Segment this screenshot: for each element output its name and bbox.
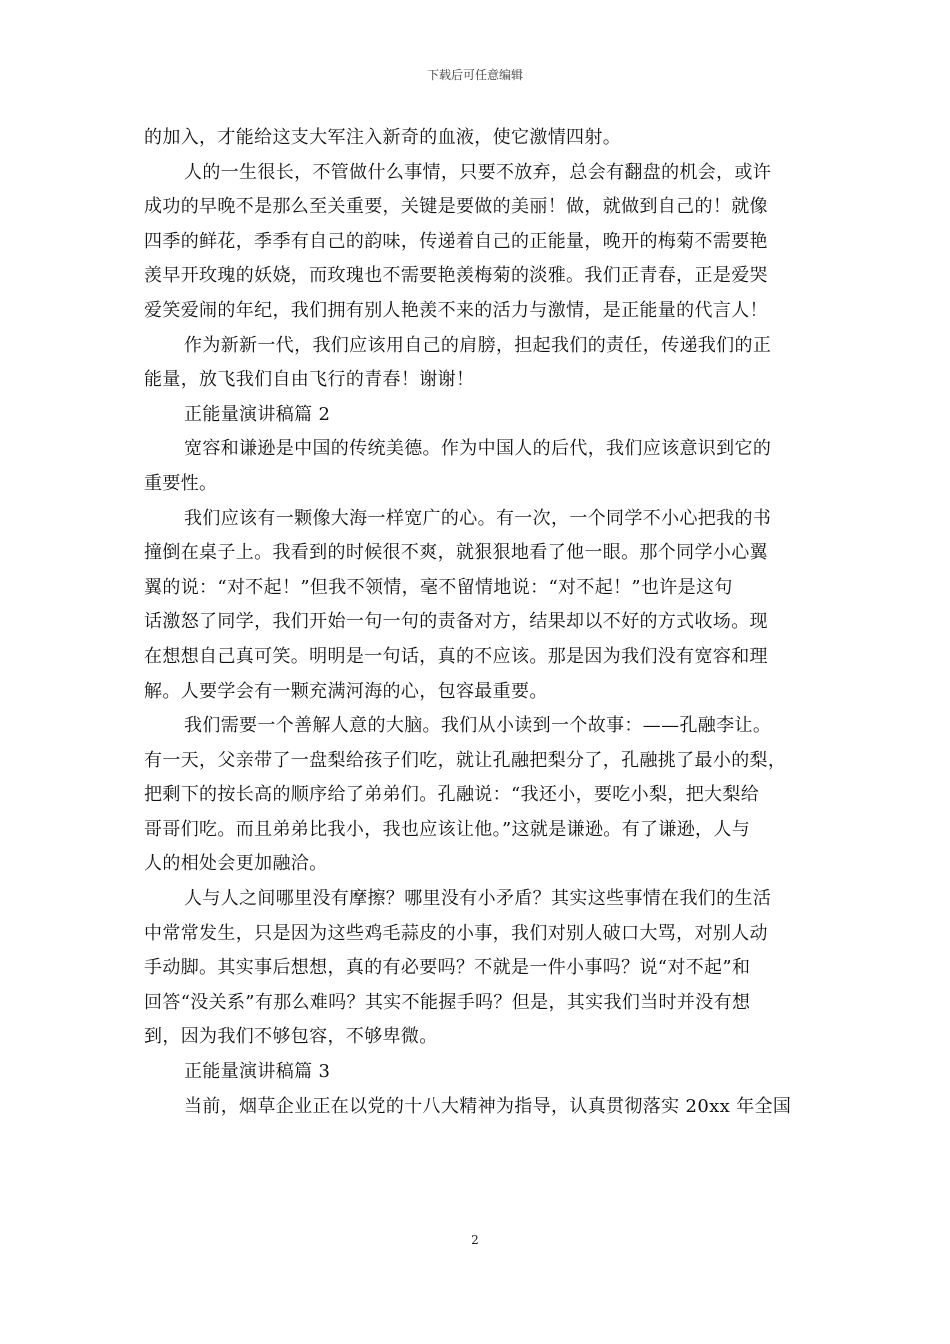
text-line: 人与人之间哪里没有摩擦？哪里没有小矛盾？其实这些事情在我们的生活 bbox=[184, 888, 772, 910]
text-line: 成功的早晚不是那么至关重要，关键是要做的美丽！做，就做到自己的！就像 bbox=[144, 196, 768, 218]
text-line: 四季的鲜花，季季有自己的韵味，传递着自己的正能量，晚开的梅菊不需要艳 bbox=[144, 230, 768, 252]
text-line: 回答“没关系”有那么难吗？其实不能握手吗？但是，其实我们当时并没有想 bbox=[144, 991, 751, 1013]
text-line: 到，因为我们不够包容，不够卑微。 bbox=[144, 1026, 438, 1048]
text-line: 解。人要学会有一颗充满河海的心，包容最重要。 bbox=[144, 680, 548, 702]
text-line: 爱笑爱闹的年纪，我们拥有别人艳羡不来的活力与激情，是正能量的代言人！ bbox=[144, 299, 768, 321]
text-line: 宽容和谦逊是中国的传统美德。作为中国人的后代，我们应该意识到它的 bbox=[184, 438, 772, 460]
text-line: 我们需要一个善解人意的大脑。我们从小读到一个故事：——孔融李让。 bbox=[184, 715, 772, 737]
text-line: 翼的说：“对不起！”但我不领情，毫不留情地说：“对不起！”也许是这句 bbox=[144, 576, 733, 598]
text-line: 当前，烟草企业正在以党的十八大精神为指导，认真贯彻落实 20xx 年全国 bbox=[184, 1095, 792, 1117]
text-line: 羡早开玫瑰的妖娆，而玫瑰也不需要艳羡梅菊的淡雅。我们正青春，正是爱哭 bbox=[144, 265, 768, 287]
text-line: 我们应该有一颗像大海一样宽广的心。有一次，一个同学不小心把我的书 bbox=[184, 507, 772, 529]
text-line: 正能量演讲稿篇 3 bbox=[184, 1061, 331, 1083]
text-line: 话激怒了同学，我们开始一句一句的责备对方，结果却以不好的方式收场。现 bbox=[144, 611, 768, 633]
text-line: 的加入，才能给这支大军注入新奇的血液，使它激情四射。 bbox=[144, 127, 622, 148]
text-line: 把剩下的按长高的顺序给了弟弟们。孔融说：“我还小，要吃小梨，把大梨给 bbox=[144, 784, 760, 806]
text-line: 在想想自己真可笑。明明是一句话，真的不应该。那是因为我们没有宽容和理 bbox=[144, 645, 768, 667]
text-line: 人的一生很长，不管做什么事情，只要不放弃，总会有翻盘的机会，或许 bbox=[184, 161, 772, 183]
text-line: 作为新新一代，我们应该用自己的肩膀，担起我们的责任，传递我们的正 bbox=[184, 334, 772, 356]
page-header: 下载后可任意编辑 bbox=[426, 68, 523, 82]
text-line: 能量，放飞我们自由飞行的青春！谢谢！ bbox=[144, 369, 475, 391]
text-line: 中常常发生，只是因为这些鸡毛蒜皮的小事，我们对别人破口大骂，对别人动 bbox=[144, 922, 768, 944]
text-line: 重要性。 bbox=[144, 472, 218, 494]
text-line: 人的相处会更加融洽。 bbox=[144, 853, 328, 875]
text-line: 撞倒在桌子上。我看到的时候很不爽，就狠狠地看了他一眼。那个同学小心翼 bbox=[144, 542, 768, 564]
page-number: 2 bbox=[471, 1233, 479, 1247]
text-line: 有一天，父亲带了一盘梨给孩子们吃，就让孔融把梨分了，孔融挑了最小的梨， bbox=[144, 749, 787, 771]
text-line: 正能量演讲稿篇 2 bbox=[184, 403, 331, 425]
document-body bbox=[144, 121, 807, 1124]
text-line: 手动脚。其实事后想想，真的有必要吗？不就是一件小事吗？说“对不起”和 bbox=[144, 957, 751, 979]
text-line: 哥哥们吃。而且弟弟比我小，我也应该让他。”这就是谦逊。有了谦逊，人与 bbox=[144, 818, 751, 840]
